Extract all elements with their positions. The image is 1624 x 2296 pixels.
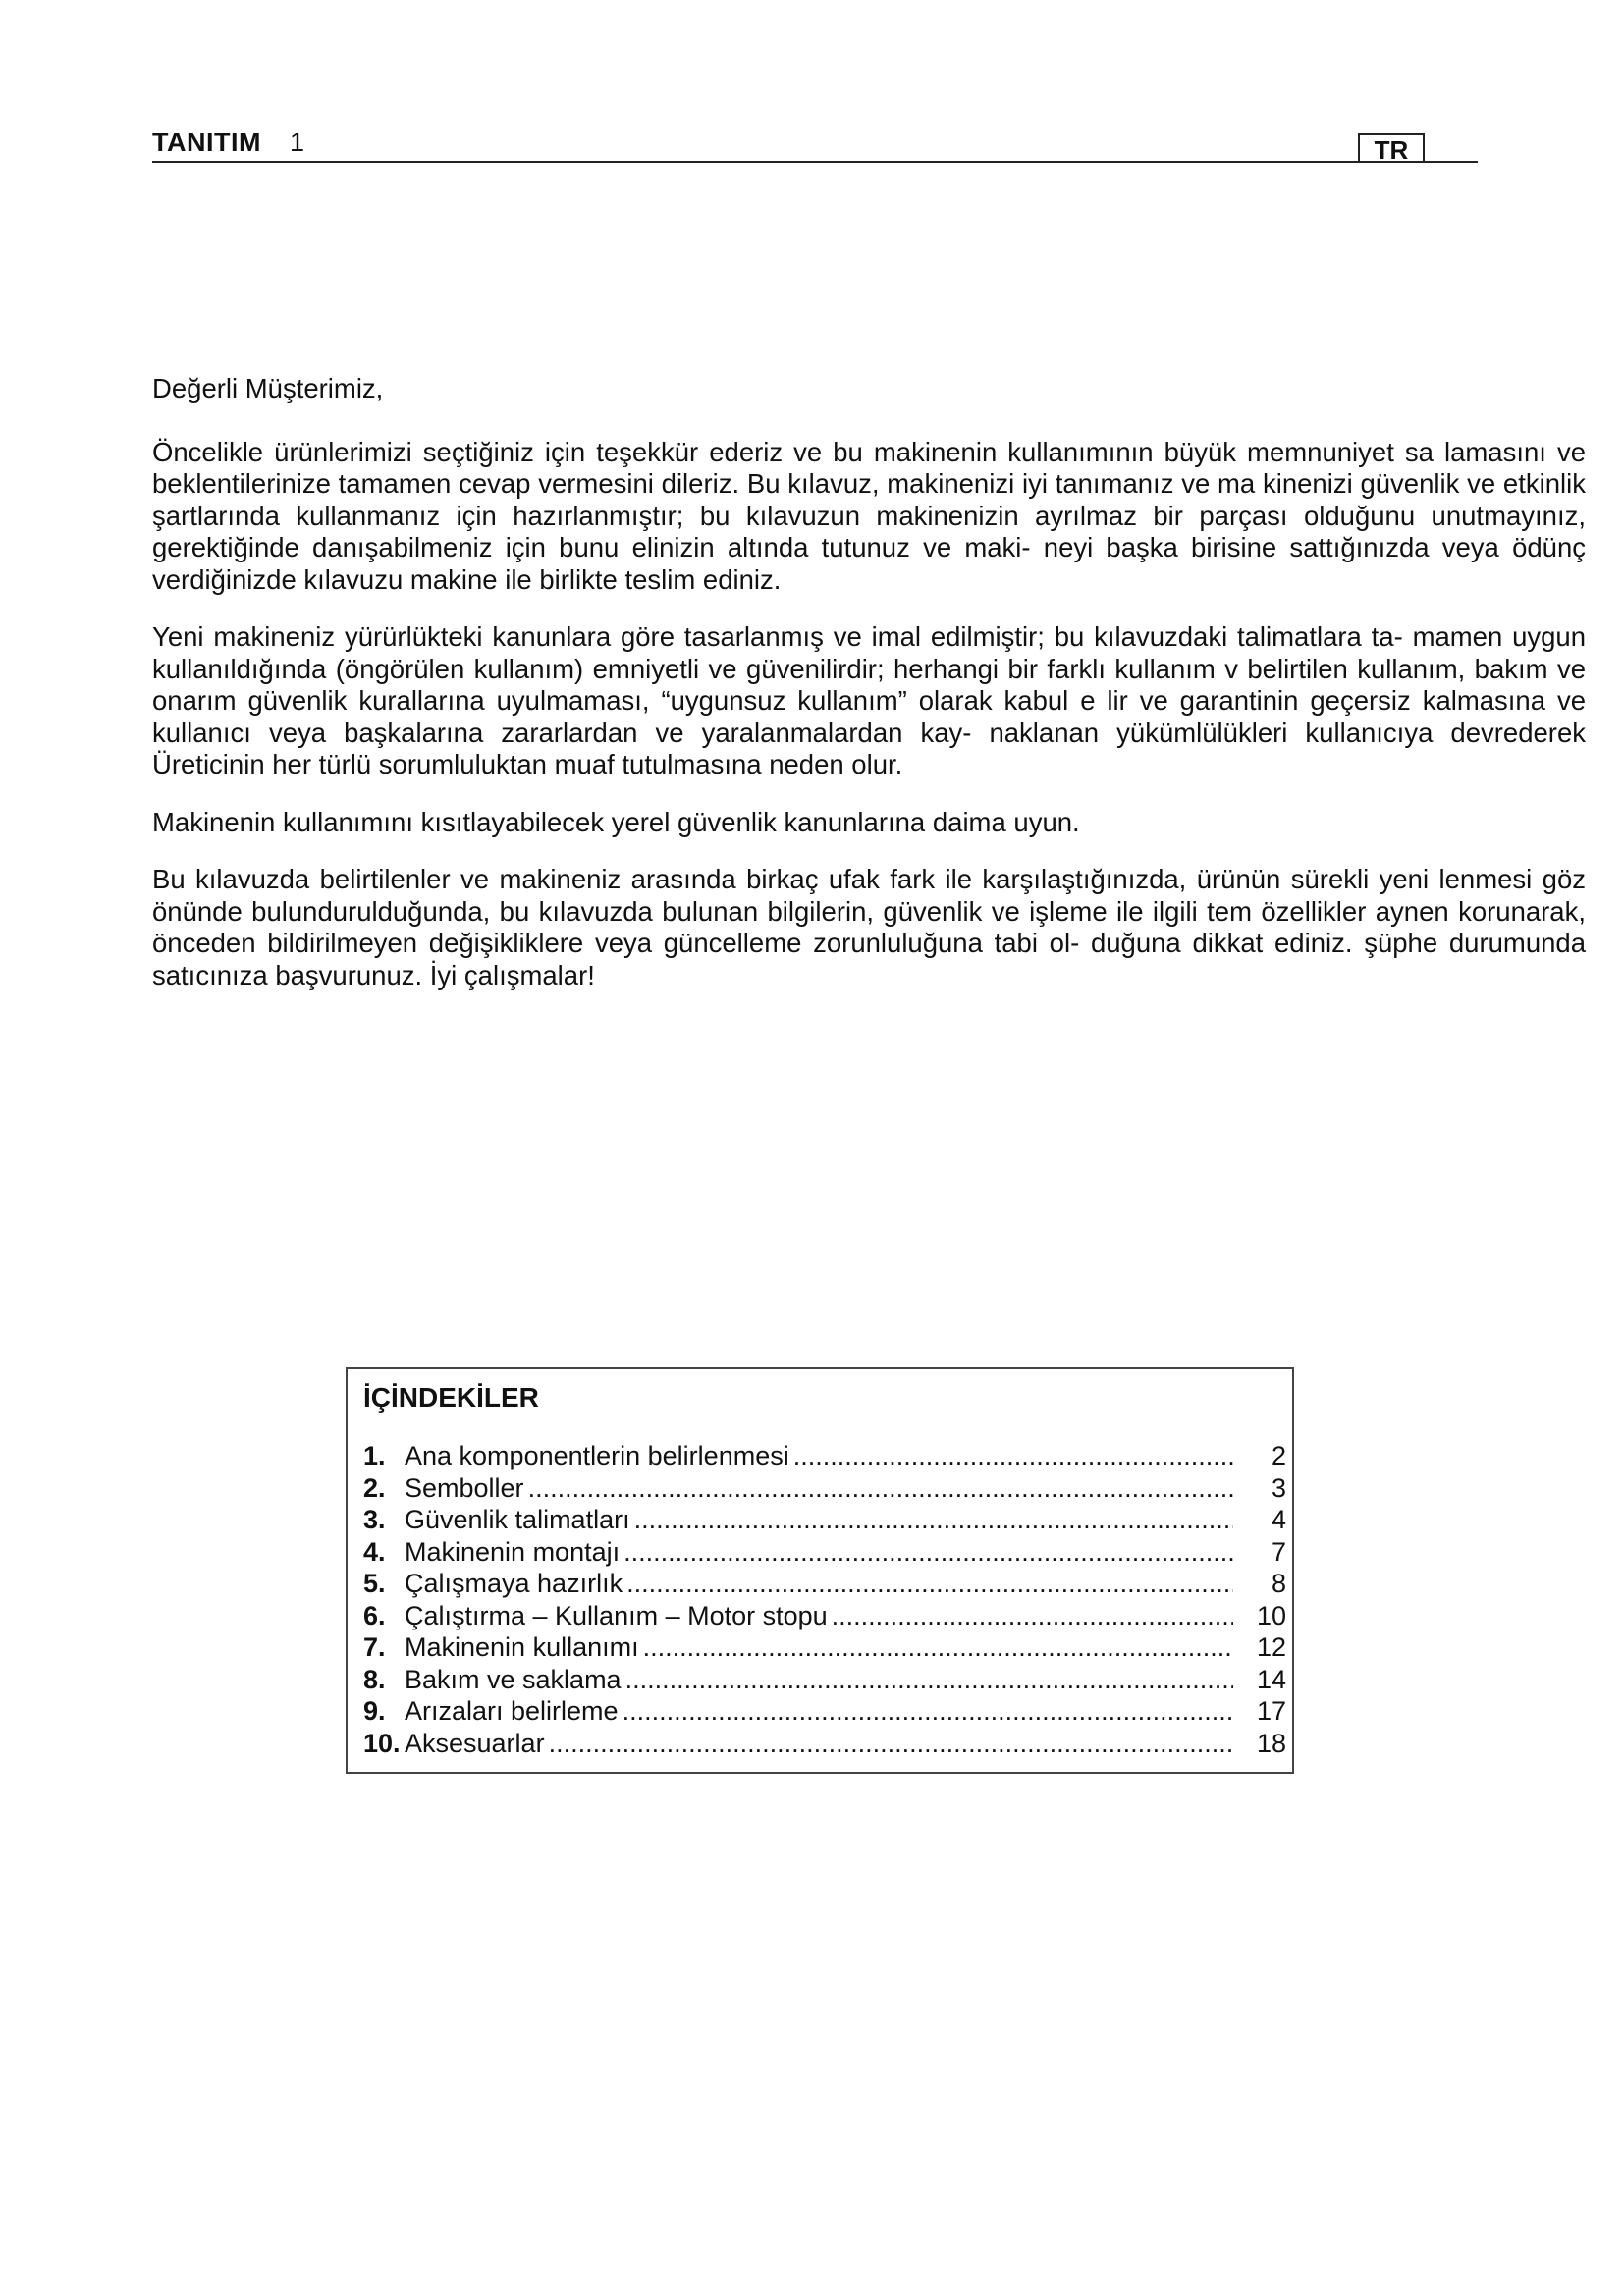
toc-dot-leader [626, 1569, 1233, 1599]
toc-dot-leader [634, 1505, 1233, 1535]
toc-title: İÇİNDEKİLER [363, 1382, 539, 1413]
toc-item-number: 7. [363, 1632, 386, 1662]
toc-item-number: 3. [363, 1505, 386, 1534]
toc-item [363, 1632, 1286, 1665]
toc-item-label: Makinenin montajı [405, 1536, 621, 1567]
toc-item-label: Ana komponentlerin belirlenmesi [405, 1441, 789, 1470]
toc-item-page: 12 [1256, 1632, 1286, 1662]
section-title: TANITIM [152, 128, 261, 157]
toc-item-page: 3 [1271, 1472, 1286, 1503]
toc-item [363, 1665, 1286, 1697]
toc-item-label: Güvenlik talimatları [405, 1505, 630, 1534]
toc-item-page: 18 [1256, 1728, 1286, 1758]
toc-dot-leader [549, 1729, 1233, 1759]
toc-list [363, 1441, 1286, 1760]
toc-item-label: Aksesuarlar [405, 1728, 545, 1758]
toc-item-number: 8. [363, 1664, 386, 1694]
toc-item-page: 7 [1271, 1536, 1286, 1567]
toc-item-number: 1. [363, 1441, 386, 1470]
toc-item-label: Arızaları belirleme [405, 1696, 619, 1726]
toc-dot-leader [643, 1632, 1233, 1663]
toc-item-page: 10 [1256, 1600, 1286, 1630]
toc-item-page: 4 [1271, 1505, 1286, 1534]
toc-dot-leader [793, 1441, 1233, 1471]
greeting: Değerli Müşterimiz, [152, 373, 384, 403]
toc-item-label: Bakım ve saklama [405, 1664, 622, 1694]
toc-item-label: Semboller [405, 1472, 524, 1503]
toc-item-label: Çalışmaya hazırlık [405, 1569, 623, 1598]
toc-item-page: 2 [1271, 1441, 1286, 1470]
toc-item [363, 1729, 1286, 1761]
toc-item-page: 14 [1256, 1664, 1286, 1694]
paragraph-safety: Yeni makineniz yürürlükteki kanunlara göre tasarlanmış ve imal edilmiştir; bu kılavuzdaki talimatlara ta- mamen uygun kullanıldığında (öngörülen kullanım) emniyetli ve güvenilirdir; herhangi bir farklı kullanım v belirtilen kullanım, bakım ve onarım güvenlik kurallarına uyulmaması, “uygunsuz kullanım” olarak kabul e lir ve garantinin geçersiz kalmasına ve kullanıcı veya başkalarına zararlardan ve yaralanmalardan kay- naklanan yükümlülükleri kullanıcıya devrederek Üreticinin her türlü sorumluluktan muaf tutulmasına neden olur. [152, 621, 1586, 779]
toc-item [363, 1473, 1286, 1506]
toc-item-label: Makinenin kullanımı [405, 1632, 639, 1662]
toc-item [363, 1505, 1286, 1537]
toc-dot-leader [528, 1473, 1233, 1504]
page-number: 1 [290, 128, 305, 157]
toc-item-page: 17 [1256, 1696, 1286, 1726]
page-header [152, 126, 1478, 163]
toc-dot-leader [832, 1601, 1233, 1631]
toc-item [363, 1569, 1286, 1601]
toc-item [363, 1441, 1286, 1473]
toc-item-number: 5. [363, 1569, 386, 1598]
toc-item-number: 4. [363, 1536, 386, 1567]
toc-item-number: 2. [363, 1472, 386, 1503]
table-of-contents [346, 1367, 1294, 1774]
toc-dot-leader [625, 1665, 1233, 1695]
paragraph-differences: Bu kılavuzda belirtilenler ve makineniz arasında birkaç ufak fark ile karşılaştığınızda, ürünün sürekli yeni lenmesi göz önünde bulundurulduğunda, bu kılavuzda bulunan bilgilerin, güvenlik ve işleme ile ilgili tem özellikler aynen korunarak, önceden bildirilmeyen değişikliklere veya güncelleme zorunluluğuna tabi ol- duğuna dikkat ediniz. şüphe durumunda satıcınıza başvurunuz. İyi çalışmalar! [152, 864, 1586, 990]
toc-item [363, 1696, 1286, 1729]
toc-item-number: 9. [363, 1696, 386, 1726]
intro-letter [152, 373, 1586, 1017]
paragraph-thanks: Öncelikle ürünlerimizi seçtiğiniz için teşekkür ederiz ve bu makinenin kullanımının büyük memnuniyet sa lamasını ve beklentilerinize tamamen cevap vermesini dileriz. Bu kılavuz, makinenizi iyi tanımanız ve ma kinenizi güvenlik ve etkinlik şartlarında kullanmanız için hazırlanmıştır; bu kılavuzun makinenizin ayrılmaz bir parçası olduğunu unutmayınız, gerektiğinde danışabilmeniz için bunu elinizin altında tutunuz ve maki- neyi başka birisine sattığınızda veya ödünç verdiğinizde kılavuzu makine ile birlikte teslim ediniz. [152, 436, 1586, 595]
toc-item-label: Çalıştırma – Kullanım – Motor stopu [405, 1600, 828, 1630]
toc-item-page: 8 [1271, 1569, 1286, 1598]
toc-item-number: 10. [363, 1728, 401, 1758]
toc-dot-leader [623, 1696, 1233, 1727]
toc-item-number: 6. [363, 1600, 386, 1630]
paragraph-local-laws: Makinenin kullanımını kısıtlayabilecek yerel güvenlik kanunlarına daima uyun. [152, 806, 1080, 837]
toc-item [363, 1601, 1286, 1633]
language-badge: TR [1358, 133, 1425, 163]
toc-dot-leader [623, 1537, 1233, 1568]
toc-item [363, 1537, 1286, 1570]
